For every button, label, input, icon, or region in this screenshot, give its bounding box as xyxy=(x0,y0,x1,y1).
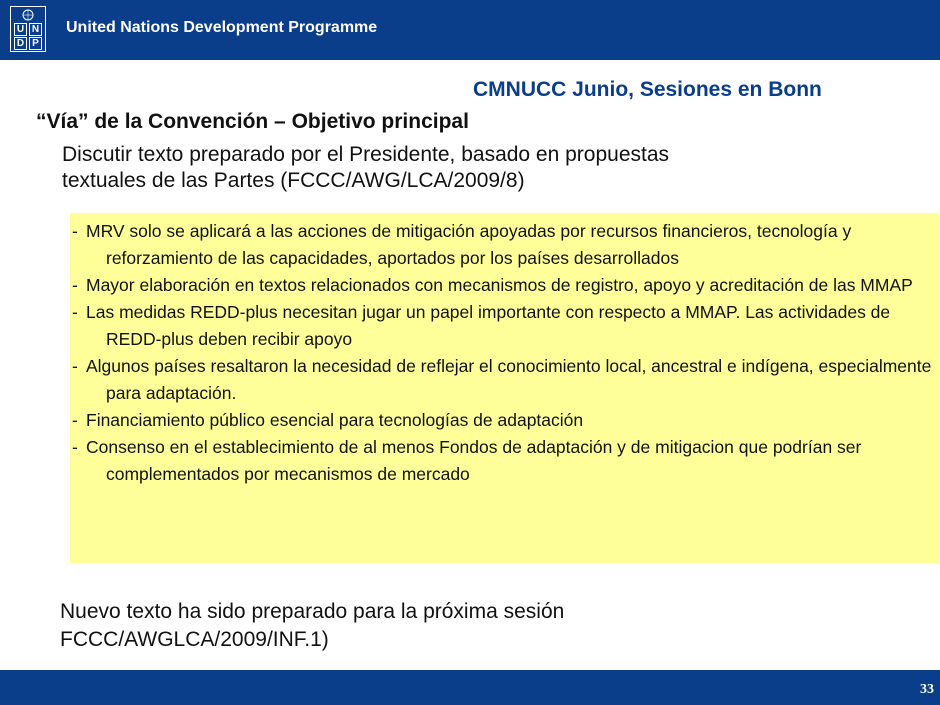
org-name: United Nations Development Programme xyxy=(66,19,378,36)
page-number: 33 xyxy=(920,682,934,697)
bullet-text: Consenso en el establecimiento de al menos Fondos de adaptación y de mitigacion que podrían ser complementados por mecanismos de mercado xyxy=(86,437,862,484)
next-session-text xyxy=(60,598,860,654)
intro-text xyxy=(62,142,882,194)
bullet-text: Las medidas REDD-plus necesitan jugar un papel importante con respecto a MMAP. Las actividades de REDD-plus deben recibir apoyo xyxy=(86,302,891,349)
bullet-list xyxy=(72,218,938,488)
header-bar xyxy=(0,0,940,60)
bullet-item: - Las medidas REDD-plus necesitan jugar un papel importante con respecto a MMAP. Las actividades de REDD-plus deben recibir apoyo xyxy=(72,302,891,349)
intro-line-1: Discutir texto preparado por el Presidente, basado en propuestas xyxy=(62,143,670,166)
bullet-item: - Consenso en el establecimiento de al menos Fondos de adaptación y de mitigacion que podrían ser complementados por mecanismos de mercado xyxy=(72,437,862,484)
logo-letter-u: U xyxy=(14,23,27,36)
bullet-item: - Mayor elaboración en textos relacionados con mecanismos de registro, apoyo y acreditación de las MMAP xyxy=(72,275,913,295)
slide-heading: “Vía” de la Convención – Objetivo principal xyxy=(36,110,469,133)
next-line-2: FCCC/AWGLCA/2009/INF.1) xyxy=(60,628,329,651)
logo-letter-n: N xyxy=(29,23,42,36)
bullet-item: - Algunos países resaltaron la necesidad de reflejar el conocimiento local, ancestral e indígena, especialmente para adaptación. xyxy=(72,356,932,403)
footer-bar xyxy=(0,670,940,705)
next-line-1: Nuevo texto ha sido preparado para la próxima sesión xyxy=(60,600,565,623)
bullet-text: Algunos países resaltaron la necesidad de reflejar el conocimiento local, ancestral e indígena, especialmente para adaptación. xyxy=(86,356,932,403)
undp-logo xyxy=(10,6,46,52)
intro-line-2: textuales de las Partes (FCCC/AWG/LCA/2009/8) xyxy=(62,169,525,192)
un-emblem-icon xyxy=(13,9,43,21)
logo-letter-d: D xyxy=(14,37,27,50)
bullet-text: Financiamiento público esencial para tecnologías de adaptación xyxy=(86,410,584,430)
bullet-text: Mayor elaboración en textos relacionados con mecanismos de registro, apoyo y acreditación de las MMAP xyxy=(86,275,913,295)
bullet-text: MRV solo se aplicará a las acciones de mitigación apoyadas por recursos financieros, tecnología y reforzamiento de las capacidades, aportados por los países desarrollados xyxy=(86,221,852,268)
logo-letter-p: P xyxy=(29,37,42,50)
bullet-item: - Financiamiento público esencial para tecnologías de adaptación xyxy=(72,410,584,430)
section-title: CMNUCC Junio, Sesiones en Bonn xyxy=(473,78,822,101)
bullet-item: - MRV solo se aplicará a las acciones de mitigación apoyadas por recursos financieros, tecnología y reforzamiento de las capacidades, aportados por los países desarrollados xyxy=(72,221,852,268)
